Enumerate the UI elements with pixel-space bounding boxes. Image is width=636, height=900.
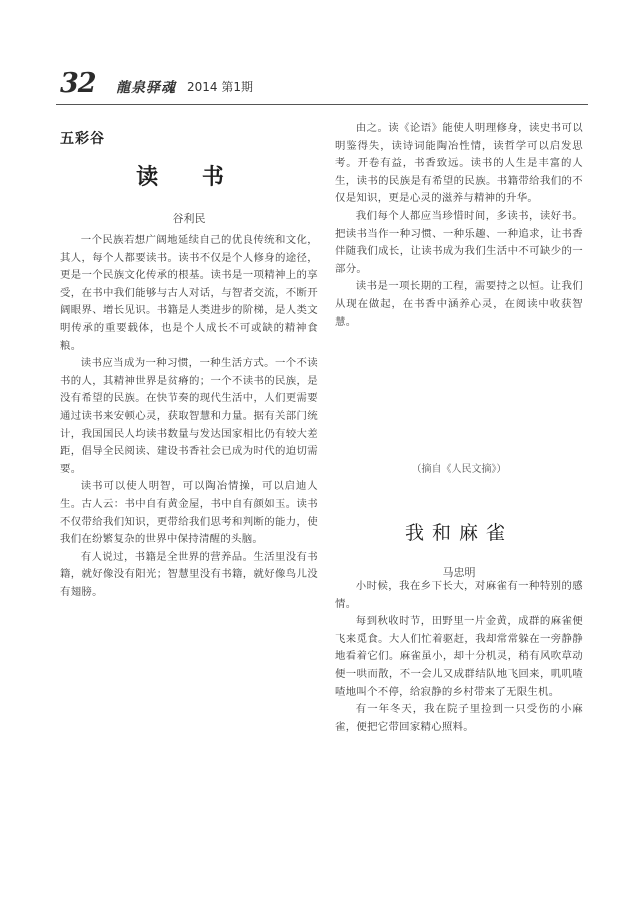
- paragraph: 由之。读《论语》能使人明理修身，读史书可以明鉴得失，读诗词能陶冶性情，读哲学可以启发思考。开卷有益，书香致远。读书的人生是丰富的人生，读书的民族是有希望的民族。书籍带给我们的不仅是知识，更是心灵的滋养与精神的升华。: [335, 122, 583, 205]
- article-body-reading: [60, 232, 318, 601]
- magazine-name: 龍泉驿魂: [116, 80, 176, 96]
- section-label: 五彩谷: [60, 131, 105, 147]
- paragraph: 有一年冬天，我在院子里捡到一只受伤的小麻雀，便把它带回家精心照料。: [335, 703, 583, 733]
- article-title-sparrow: 我和麻雀: [404, 522, 513, 544]
- paragraph: 有人说过，书籍是全世界的营养品。生活里没有书籍，就好像没有阳光；智慧里没有书籍，就好像鸟儿没有翅膀。: [60, 550, 318, 598]
- page-header: [60, 68, 580, 102]
- article-author-sparrow: 马忠明: [442, 566, 476, 579]
- paragraph: 读书可以使人明智，可以陶冶情操，可以启迪人生。古人云：书中自有黄金屋，书中自有颜如玉。读书不仅带给我们知识，更带给我们思考和判断的能力，使我们在纷繁复杂的世界中保持清醒的头脑。: [60, 480, 318, 546]
- article-author-reading: 谷利民: [172, 212, 206, 225]
- paragraph: 我们每个人都应当珍惜时间，多读书，读好书。把读书当作一种习惯、一种乐趣、一种追求，让书香伴随我们成长，让读书成为我们生活中不可缺少的一部分。: [335, 209, 583, 275]
- paragraph: 每到秋收时节，田野里一片金黄，成群的麻雀便飞来觅食。大人们忙着驱赶，我却常常躲在一旁静静地看着它们。麻雀虽小，却十分机灵，稍有风吹草动便一哄而散，不一会儿又成群结队地飞回来，叽叽喳喳地叫个不停，给寂静的乡村带来了无限生机。: [335, 615, 583, 698]
- paragraph: 读书是一项长期的工程，需要持之以恒。让我们从现在做起，在书香中涵养心灵，在阅读中收获智慧。: [335, 280, 583, 328]
- page-number: 32: [60, 68, 96, 99]
- issue-label: 2014 第1期: [187, 80, 253, 94]
- paragraph: 一个民族若想广阔地延续自己的优良传统和文化，其人，每个人都要读书。读书不仅是个人修身的途径，更是一个民族文化传承的根基。读书是一项精神上的享受，在书中我们能够与古人对话，与智者交流，不断开阔眼界、增长见识。书籍是人类进步的阶梯，是人类文明传承的重要载体，也是个人成长不可或缺的精神食粮。: [60, 234, 318, 352]
- paragraph: 小时候，我在乡下长大，对麻雀有一种特别的感情。: [335, 580, 583, 610]
- article-body-reading-continued: [335, 120, 583, 331]
- header-divider: [56, 104, 588, 105]
- article-title-reading: 读 书: [136, 164, 242, 190]
- article-body-sparrow: [335, 578, 583, 736]
- source-note: （摘自《人民文摘》）: [411, 464, 507, 475]
- paragraph: 读书应当成为一种习惯，一种生活方式。一个不读书的人，其精神世界是贫瘠的；一个不读书的民族，是没有希望的民族。在快节奏的现代生活中，人们更需要通过读书来安顿心灵，获取智慧和力量。据有关部门统计，我国国民人均读书数量与发达国家相比仍有较大差距，倡导全民阅读、建设书香社会已成为时代的迫切需要。: [60, 357, 318, 475]
